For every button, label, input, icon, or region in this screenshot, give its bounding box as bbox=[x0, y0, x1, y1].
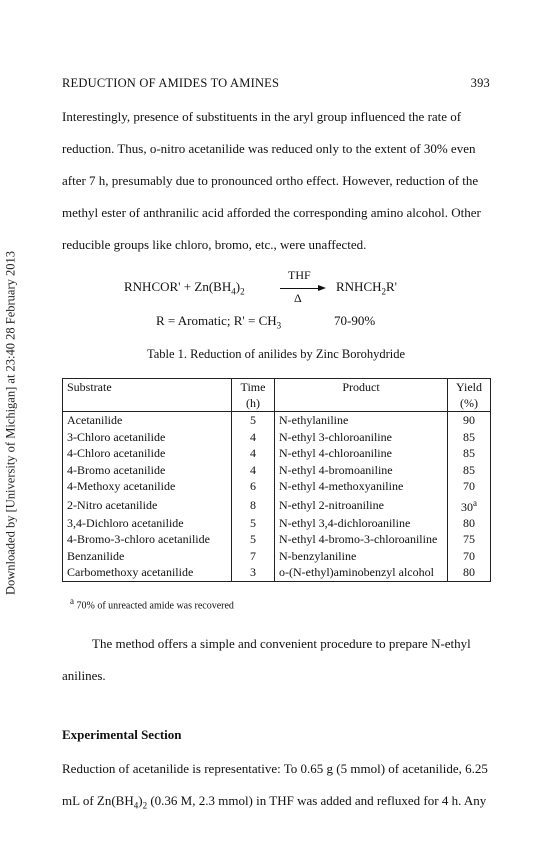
cell-yield: 80 bbox=[448, 564, 491, 581]
cell-time: 5 bbox=[232, 515, 275, 532]
heat-symbol: Δ bbox=[294, 291, 302, 305]
cell-time: 4 bbox=[232, 429, 275, 446]
section-heading: Experimental Section bbox=[62, 727, 182, 742]
table-footnote: $^a$ 70% of unreacted amide was recovered bbox=[70, 596, 234, 612]
table-caption: Table 1. Reduction of anilides by Zinc Borohydride bbox=[146, 347, 406, 361]
table-row bbox=[63, 531, 491, 548]
cell-product: N-benzylaniline bbox=[275, 548, 448, 565]
yield-range: 70-90% bbox=[334, 313, 376, 328]
paragraph-experimental bbox=[62, 753, 492, 822]
cell-yield: 85 bbox=[448, 445, 491, 462]
table-row bbox=[63, 564, 491, 581]
header-yield: Yield (%) bbox=[448, 379, 491, 412]
paragraph-substituent-effects bbox=[62, 101, 492, 261]
cell-product: N-ethyl 2-nitroaniline bbox=[275, 495, 448, 515]
reagent-zinc-borohydride: $Zn(BH_4)_2$ bbox=[194, 279, 245, 297]
cell-product: o-(N-ethyl)aminobenzyl alcohol bbox=[275, 564, 448, 581]
cell-substrate: 4-Chloro acetanilide bbox=[63, 445, 232, 462]
cell-product: N-ethyl 4-chloroaniline bbox=[275, 445, 448, 462]
running-title: REDUCTION OF AMIDES TO AMINES bbox=[62, 76, 280, 90]
text-line: Reduction of acetanilide is representative: To 0.65 g (5 mmol) of acetanilide, 6.25 bbox=[62, 761, 488, 776]
cell-product: N-ethyl 4-methoxyaniline bbox=[275, 478, 448, 495]
cell-time: 6 bbox=[232, 478, 275, 495]
table-row bbox=[63, 412, 491, 429]
reaction-arrow-head bbox=[318, 285, 326, 291]
cell-product: N-ethyl 3,4-dichloroaniline bbox=[275, 515, 448, 532]
table-row bbox=[63, 548, 491, 565]
header-time: Time (h) bbox=[232, 379, 275, 412]
cell-substrate: Benzanilide bbox=[63, 548, 232, 565]
text-line: The method offers a simple and convenient procedure to prepare N-ethyl bbox=[92, 636, 471, 651]
cell-time: 5 bbox=[232, 412, 275, 429]
page-number: 393 bbox=[470, 76, 490, 90]
reactant-amide: RNHCOR' bbox=[124, 279, 181, 294]
text-line: after 7 h, presumably due to pronounced ortho effect. However, reduction of the bbox=[62, 173, 479, 188]
cell-substrate: 3,4-Dichloro acetanilide bbox=[63, 515, 232, 532]
cell-time: 3 bbox=[232, 564, 275, 581]
cell-yield: 85 bbox=[448, 429, 491, 446]
download-notice-text: Downloaded by [University of Michigan] at 23:40 28 February 2013 bbox=[3, 250, 18, 595]
cell-time: 8 bbox=[232, 495, 275, 515]
text-line: methyl ester of anthranilic acid afforded the corresponding amino alcohol. Other bbox=[62, 205, 481, 220]
text-line: reduction. Thus, o-nitro acetanilide was reduced only to the extent of 30% even bbox=[62, 141, 476, 156]
cell-product: N-ethyl 4-bromo-3-chloroaniline bbox=[275, 531, 448, 548]
results-table bbox=[62, 378, 491, 582]
table-row bbox=[63, 445, 491, 462]
header-substrate: Substrate bbox=[63, 379, 232, 412]
cell-product: N-ethylaniline bbox=[275, 412, 448, 429]
cell-substrate: 4-Bromo-3-chloro acetanilide bbox=[63, 531, 232, 548]
cell-time: 4 bbox=[232, 445, 275, 462]
reaction-arrow bbox=[280, 288, 320, 289]
table-row bbox=[63, 462, 491, 479]
cell-substrate: 4-Methoxy acetanilide bbox=[63, 478, 232, 495]
cell-substrate: Acetanilide bbox=[63, 412, 232, 429]
cell-time: 5 bbox=[232, 531, 275, 548]
cell-yield: 70 bbox=[448, 548, 491, 565]
text-line: Interestingly, presence of substituents in the aryl group influenced the rate of bbox=[62, 109, 462, 124]
solvent-label: THF bbox=[288, 268, 311, 282]
cell-time: 4 bbox=[232, 462, 275, 479]
cell-product: N-ethyl 3-chloroaniline bbox=[275, 429, 448, 446]
table-row bbox=[63, 429, 491, 446]
plus-sign: + bbox=[183, 279, 192, 294]
equation-reactants bbox=[124, 279, 245, 297]
text-line: anilines. bbox=[62, 668, 106, 683]
equation-product: $RNHCH_2R'$ bbox=[336, 279, 398, 297]
table-header-row bbox=[63, 379, 491, 412]
table-row bbox=[63, 495, 491, 515]
cell-yield: 30$^a$ bbox=[448, 495, 491, 515]
text-line: mL of $Zn(BH_4)_2$ (0.36 M, 2.3 mmol) in THF was added and refluxed for 4 h. Any bbox=[62, 793, 487, 811]
cell-yield: 75 bbox=[448, 531, 491, 548]
cell-yield: 85 bbox=[448, 462, 491, 479]
equation-conditions: R = Aromatic; $R' = CH_3$ bbox=[156, 313, 282, 331]
cell-time: 7 bbox=[232, 548, 275, 565]
cell-substrate: 4-Bromo acetanilide bbox=[63, 462, 232, 479]
table-row bbox=[63, 515, 491, 532]
cell-yield: 80 bbox=[448, 515, 491, 532]
running-header bbox=[62, 76, 490, 91]
footnote-marker: a bbox=[473, 497, 477, 508]
paragraph-method-summary bbox=[62, 628, 492, 692]
text-line: reducible groups like chloro, bromo, etc., were unaffected. bbox=[62, 237, 367, 252]
cell-product: N-ethyl 4-bromoaniline bbox=[275, 462, 448, 479]
cell-yield: 90 bbox=[448, 412, 491, 429]
table-row bbox=[63, 478, 491, 495]
cell-substrate: 3-Chloro acetanilide bbox=[63, 429, 232, 446]
cell-substrate: 2-Nitro acetanilide bbox=[63, 495, 232, 515]
header-product: Product bbox=[275, 379, 448, 412]
cell-substrate: Carbomethoxy acetanilide bbox=[63, 564, 232, 581]
download-notice-sidebar bbox=[4, 250, 18, 595]
cell-yield: 70 bbox=[448, 478, 491, 495]
